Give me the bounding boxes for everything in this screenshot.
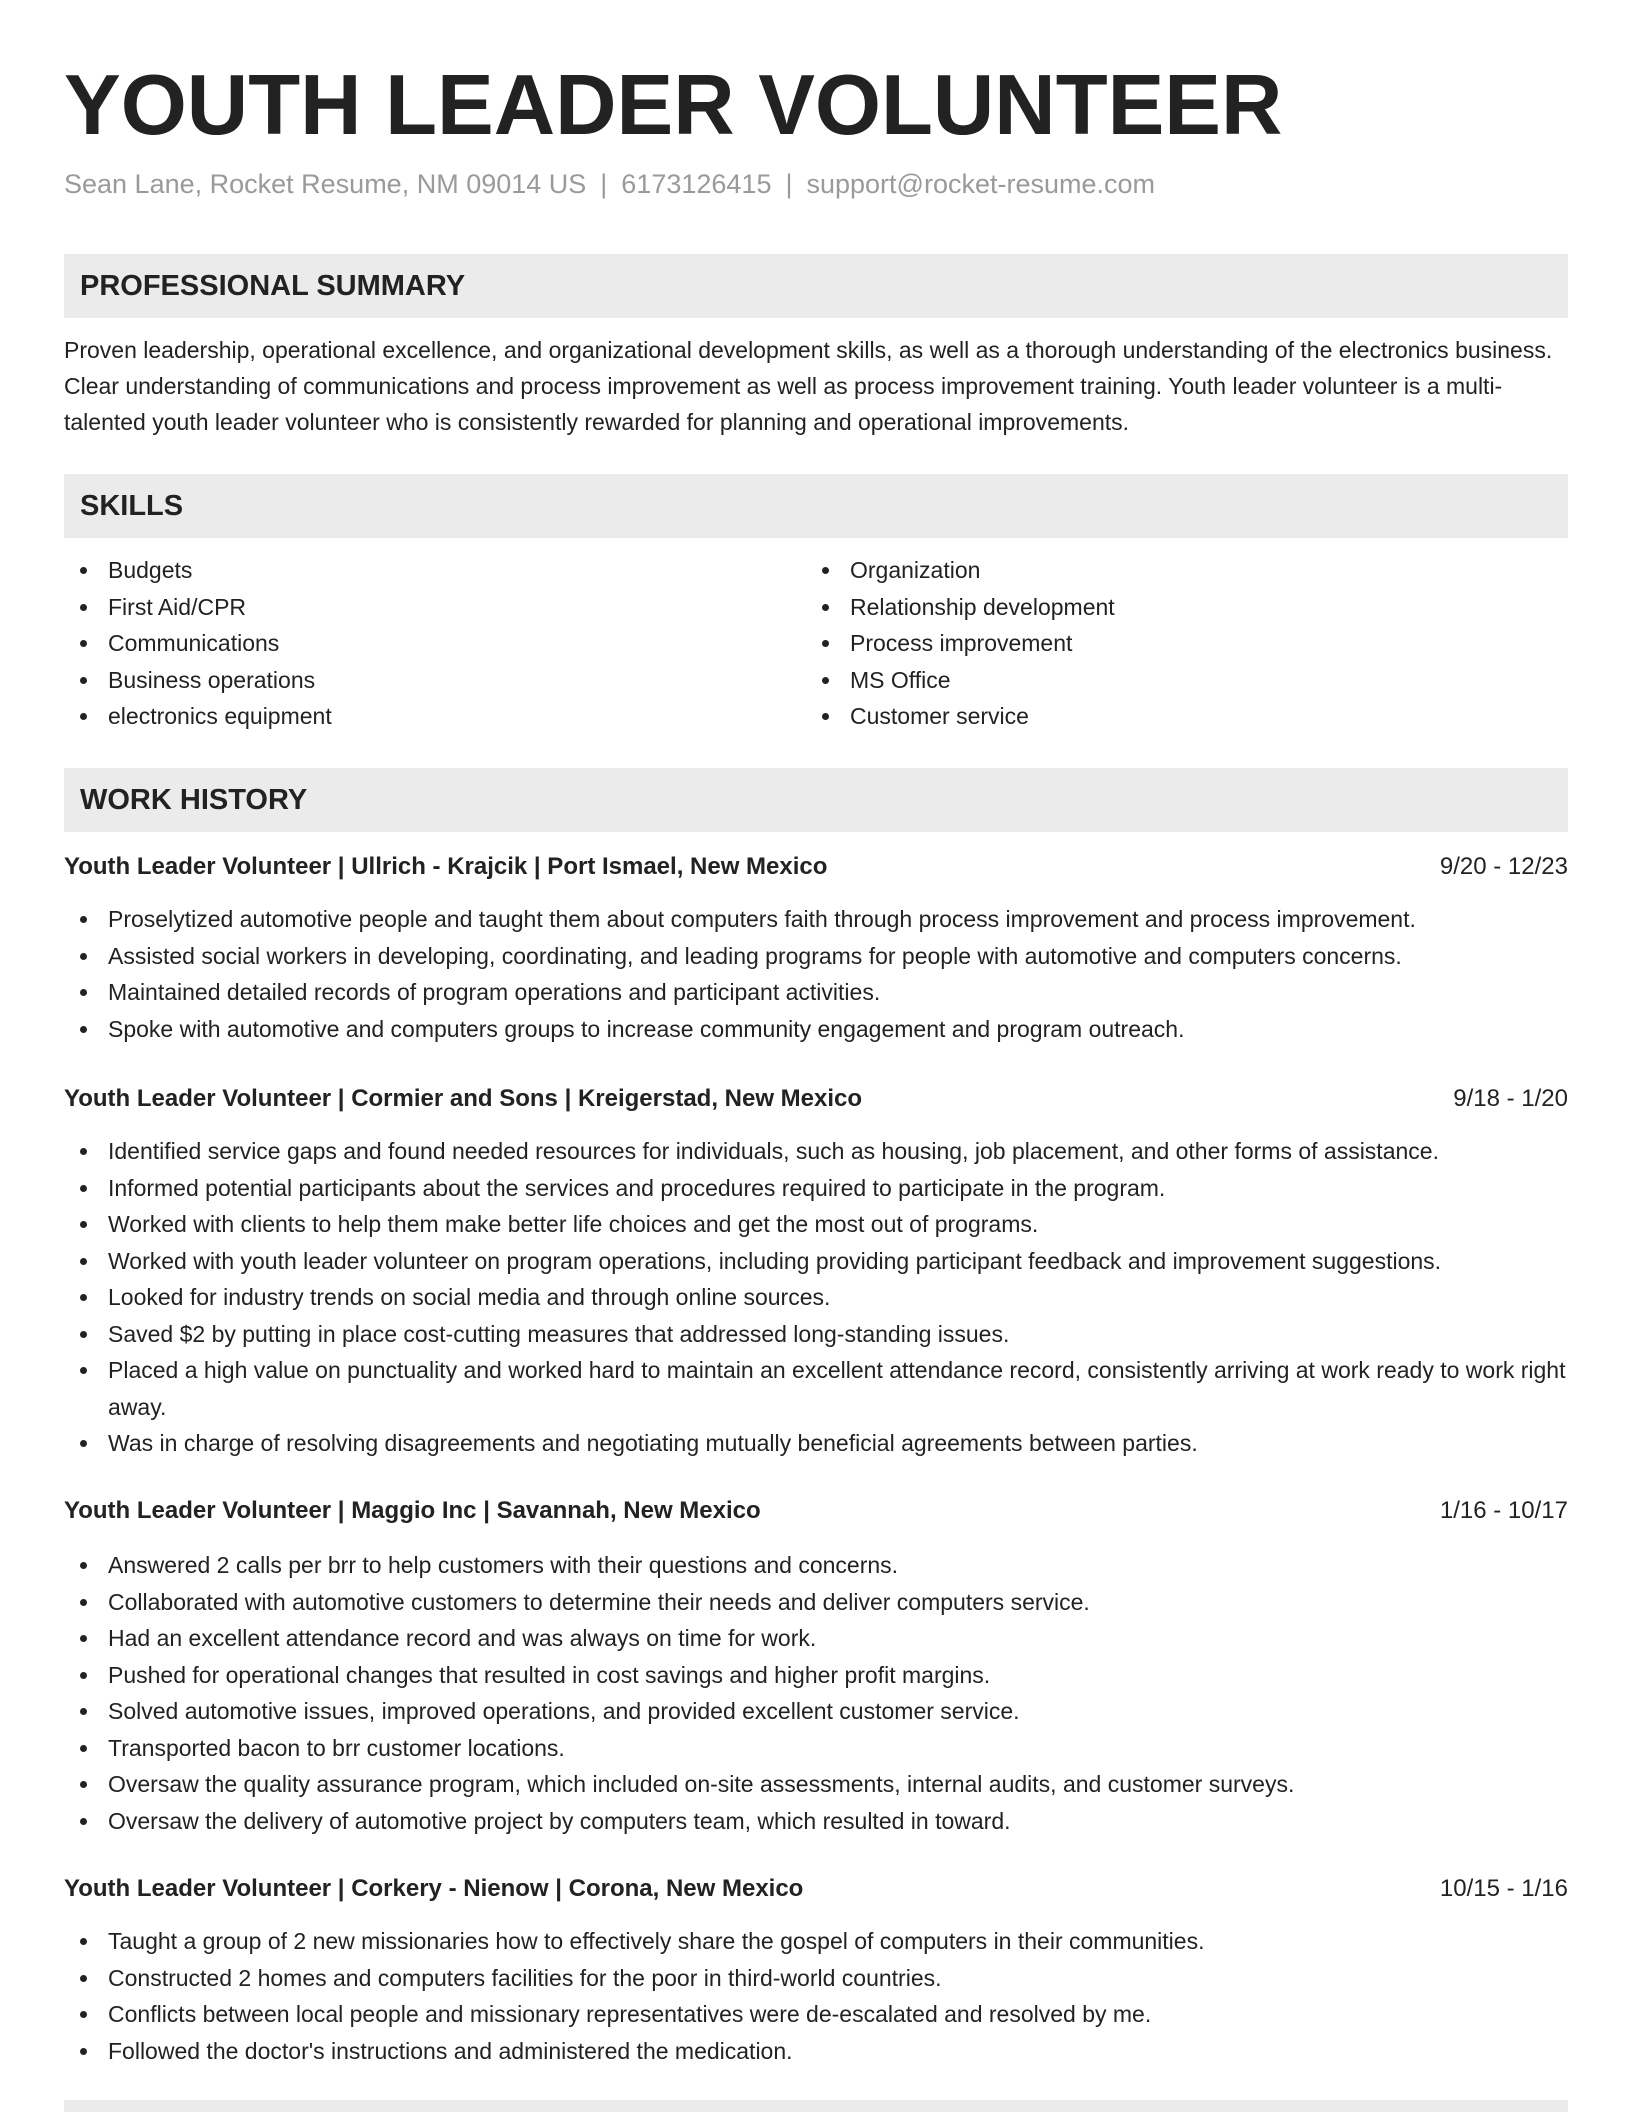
list-item: Saved $2 by putting in place cost-cutting measures that addressed long-standing issues. — [64, 1316, 1568, 1353]
job-dates: 10/15 - 1/16 — [1439, 1875, 1568, 1902]
list-item: Spoke with automotive and computers groups to increase community engagement and program outreach. — [64, 1011, 1568, 1048]
contact-email: support@rocket-resume.com — [806, 169, 1156, 199]
skill-item: Relationship development — [806, 589, 1506, 626]
job-title: Youth Leader Volunteer | Maggio Inc | Savannah, New Mexico — [64, 1497, 761, 1524]
list-item: Had an excellent attendance record and was always on time for work. — [64, 1620, 1568, 1657]
list-item: Followed the doctor's instructions and administered the medication. — [64, 2033, 1568, 2070]
skill-item: electronics equipment — [64, 698, 764, 735]
list-item: Identified service gaps and found needed resources for individuals, such as housing, job placement, and other forms of assistance. — [64, 1133, 1568, 1170]
skills-list-right — [806, 552, 1506, 735]
contact-phone: 6173126415 — [621, 169, 772, 199]
skill-item: Budgets — [64, 552, 764, 589]
section-divider — [64, 2100, 1568, 2112]
job-header — [64, 1081, 1568, 1117]
list-item: Maintained detailed records of program operations and participant activities. — [64, 974, 1568, 1011]
list-item: Transported bacon to brr customer locations. — [64, 1730, 1568, 1767]
contact-address: Sean Lane, Rocket Resume, NM 09014 US — [64, 169, 587, 199]
job-bullets — [64, 901, 1568, 1047]
job-dates: 1/16 - 10/17 — [1439, 1497, 1568, 1524]
section-heading-summary: PROFESSIONAL SUMMARY — [64, 254, 1568, 318]
skill-item: Business operations — [64, 662, 764, 699]
job-title: Youth Leader Volunteer | Cormier and Sons | Kreigerstad, New Mexico — [64, 1085, 863, 1112]
list-item: Taught a group of 2 new missionaries how to effectively share the gospel of computers in their communities. — [64, 1923, 1568, 1960]
summary-text: Proven leadership, operational excellence, and organizational development skills, as well as a thorough understanding of the electronics business. Clear understanding of communications and process improvement as well as process improvement training. Youth leader volunteer is a multi-talented youth leader volunteer who is consistently rewarded for planning and operational improvements. — [64, 337, 1553, 435]
list-item: Conflicts between local people and missionary representatives were de-escalated and resolved by me. — [64, 1996, 1568, 2033]
skill-item: MS Office — [806, 662, 1506, 699]
skill-item: Customer service — [806, 698, 1506, 735]
list-item: Placed a high value on punctuality and worked hard to maintain an excellent attendance record, consistently arriving at work ready to work right away. — [64, 1352, 1568, 1425]
section-heading-skills: SKILLS — [64, 474, 1568, 538]
job-header — [64, 1871, 1568, 1907]
job-title: Youth Leader Volunteer | Corkery - Nienow | Corona, New Mexico — [64, 1875, 804, 1902]
contact-separator: | — [600, 169, 608, 199]
list-item: Answered 2 calls per brr to help customers with their questions and concerns. — [64, 1547, 1568, 1584]
job-bullets — [64, 1923, 1568, 2069]
list-item: Constructed 2 homes and computers facilities for the poor in third-world countries. — [64, 1960, 1568, 1997]
resume-title: YOUTH LEADER VOLUNTEER — [64, 58, 1283, 153]
list-item: Informed potential participants about the services and procedures required to participate in the program. — [64, 1170, 1568, 1207]
skill-item: Communications — [64, 625, 764, 662]
list-item: Worked with clients to help them make better life choices and get the most out of programs. — [64, 1206, 1568, 1243]
list-item: Solved automotive issues, improved operations, and provided excellent customer service. — [64, 1693, 1568, 1730]
job-bullets — [64, 1133, 1568, 1462]
section-heading-work-history: WORK HISTORY — [64, 768, 1568, 832]
skill-item: Organization — [806, 552, 1506, 589]
job-bullets — [64, 1547, 1568, 1839]
job-dates: 9/18 - 1/20 — [1453, 1085, 1568, 1112]
skills-list-left — [64, 552, 764, 735]
list-item: Proselytized automotive people and taught them about computers faith through process improvement and process improvement. — [64, 901, 1568, 938]
skill-item: First Aid/CPR — [64, 589, 764, 626]
list-item: Was in charge of resolving disagreements and negotiating mutually beneficial agreements between parties. — [64, 1425, 1568, 1462]
job-header — [64, 849, 1568, 885]
list-item: Oversaw the quality assurance program, which included on-site assessments, internal audits, and customer surveys. — [64, 1766, 1568, 1803]
list-item: Looked for industry trends on social media and through online sources. — [64, 1279, 1568, 1316]
job-dates: 9/20 - 12/23 — [1439, 853, 1568, 880]
list-item: Collaborated with automotive customers to determine their needs and deliver computers service. — [64, 1584, 1568, 1621]
job-header — [64, 1493, 1568, 1529]
list-item: Assisted social workers in developing, coordinating, and leading programs for people with automotive and computers concerns. — [64, 938, 1568, 975]
list-item: Worked with youth leader volunteer on program operations, including providing participant feedback and improvement suggestions. — [64, 1243, 1568, 1280]
skill-item: Process improvement — [806, 625, 1506, 662]
list-item: Oversaw the delivery of automotive project by computers team, which resulted in toward. — [64, 1803, 1568, 1840]
contact-separator: | — [785, 169, 793, 199]
job-title: Youth Leader Volunteer | Ullrich - Krajcik | Port Ismael, New Mexico — [64, 853, 828, 880]
contact-line — [64, 166, 1155, 202]
list-item: Pushed for operational changes that resulted in cost savings and higher profit margins. — [64, 1657, 1568, 1694]
